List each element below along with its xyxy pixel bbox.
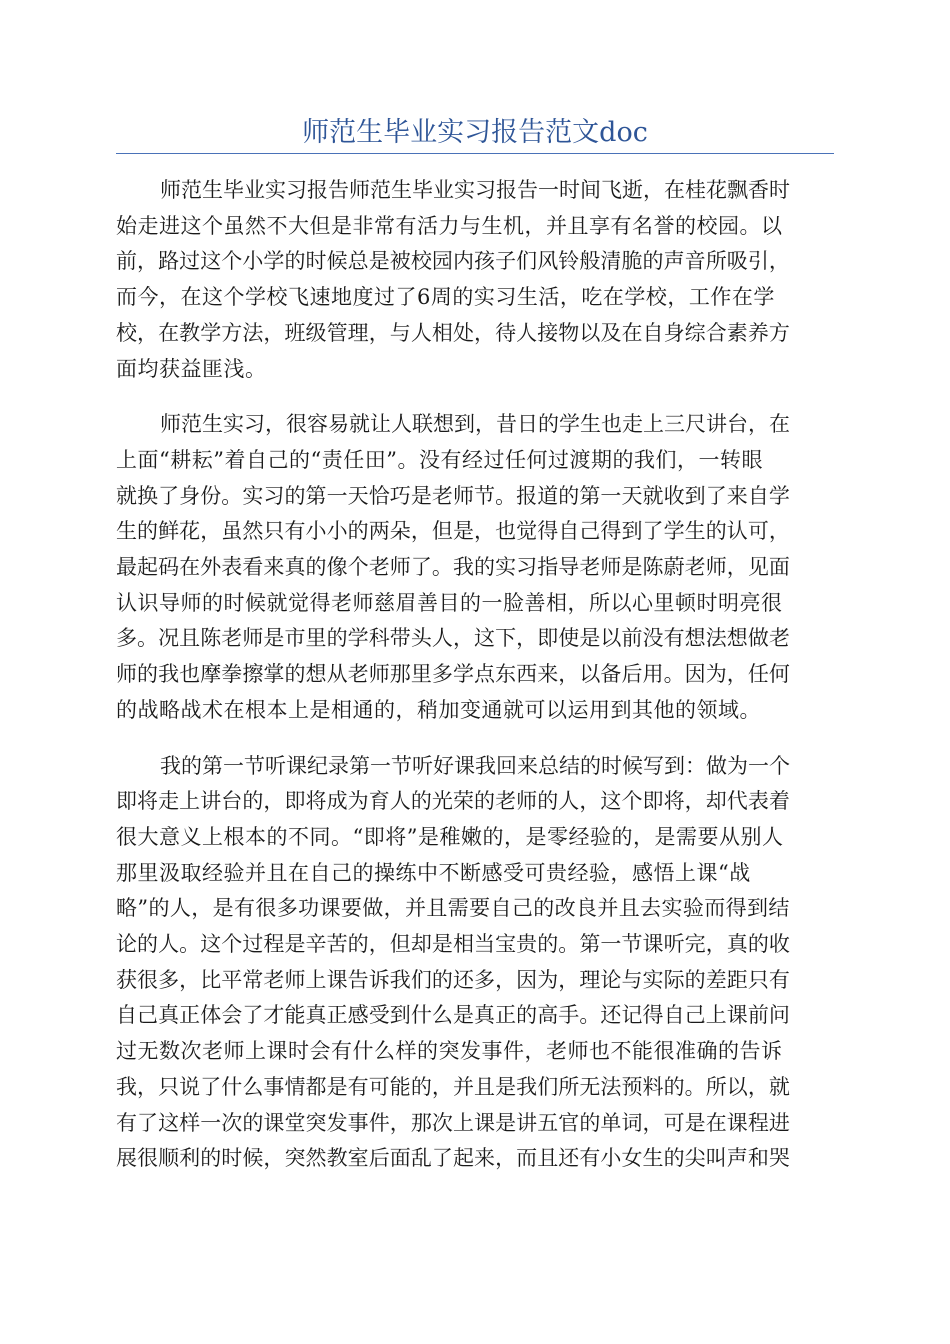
document-title: 师范生毕业实习报告范文doc xyxy=(302,117,648,148)
text-line: 最起码在外表看来真的像个老师了。我的实习指导老师是陈蔚老师，见面 xyxy=(116,555,790,580)
text-line: 我的第一节听课纪录第一节听好课我回来总结的时候写到：做为一个 xyxy=(160,753,790,778)
text-line: 略”的人，是有很多功课要做，并且需要自己的改良并且去实验而得到结 xyxy=(116,896,790,921)
text-line: 过无数次老师上课时会有什么样的突发事件，老师也不能很准确的告诉 xyxy=(116,1039,783,1064)
text-line: 生的鲜花，虽然只有小小的两朵，但是，也觉得自己得到了学生的认可， xyxy=(116,519,790,544)
text-line: 很大意义上根本的不同。“即将”是稚嫩的，是零经验的，是需要从别人 xyxy=(116,824,784,849)
text-line: 前，路过这个小学的时候总是被校园内孩子们风铃般清脆的声音所吸引， xyxy=(116,249,790,274)
text-line: 师的我也摩拳擦掌的想从老师那里多学点东西来，以备后用。因为，任何 xyxy=(116,662,790,687)
text-line: 论的人。这个过程是辛苦的，但却是相当宝贵的。第一节课听完，真的收 xyxy=(116,932,790,957)
text-line: 上面“耕耘”着自己的“责任田”。没有经过任何过渡期的我们，一转眼 xyxy=(116,447,763,472)
text-line: 我，只说了什么事情都是有可能的，并且是我们所无法预料的。所以，就 xyxy=(116,1074,790,1099)
text-line: 面均获益匪浅。 xyxy=(116,356,267,381)
text-line: 校，在教学方法，班级管理，与人相处，待人接物以及在自身综合素养方 xyxy=(116,320,790,345)
text-line: 始走进这个虽然不大但是非常有活力与生机，并且享有名誉的校园。以 xyxy=(116,213,783,238)
text-line: 就换了身份。实习的第一天恰巧是老师节。报道的第一天就收到了来自学 xyxy=(116,483,790,508)
text-line: 认识导师的时候就觉得老师慈眉善目的一脸善相，所以心里顿时明亮很 xyxy=(116,590,783,615)
text-line: 多。况且陈老师是市里的学科带头人，这下，即使是以前没有想法想做老 xyxy=(116,626,790,651)
paragraph xyxy=(116,749,834,1177)
text-line: 即将走上讲台的，即将成为育人的光荣的老师的人，这个即将，却代表着 xyxy=(116,789,790,814)
paragraph xyxy=(116,173,834,387)
text-line: 获很多，比平常老师上课告诉我们的还多，因为，理论与实际的差距只有 xyxy=(116,967,790,992)
text-line: 展很顺利的时候，突然教室后面乱了起来，而且还有小女生的尖叫声和哭 xyxy=(116,1146,790,1171)
text-line: 的战略战术在根本上是相通的，稍加变通就可以运用到其他的领域。 xyxy=(116,697,761,722)
text-line: 师范生实习，很容易就让人联想到，昔日的学生也走上三尺讲台，在 xyxy=(160,412,790,437)
text-line: 那里汲取经验并且在自己的操练中不断感受可贵经验，感悟上课“战 xyxy=(116,860,751,885)
text-line: 自己真正体会了才能真正感受到什么是真正的高手。还记得自己上课前问 xyxy=(116,1003,790,1028)
text-line: 师范生毕业实习报告师范生毕业实习报告一时间飞逝，在桂花飘香时 xyxy=(160,178,790,202)
document-body xyxy=(116,173,834,1197)
title-underline xyxy=(116,153,834,154)
paragraph xyxy=(116,407,834,728)
text-line: 而今，在这个学校飞速地度过了6周的实习生活，吃在学校，工作在学 xyxy=(116,285,775,310)
text-line: 有了这样一次的课堂突发事件，那次上课是讲五官的单词，可是在课程进 xyxy=(116,1110,790,1135)
